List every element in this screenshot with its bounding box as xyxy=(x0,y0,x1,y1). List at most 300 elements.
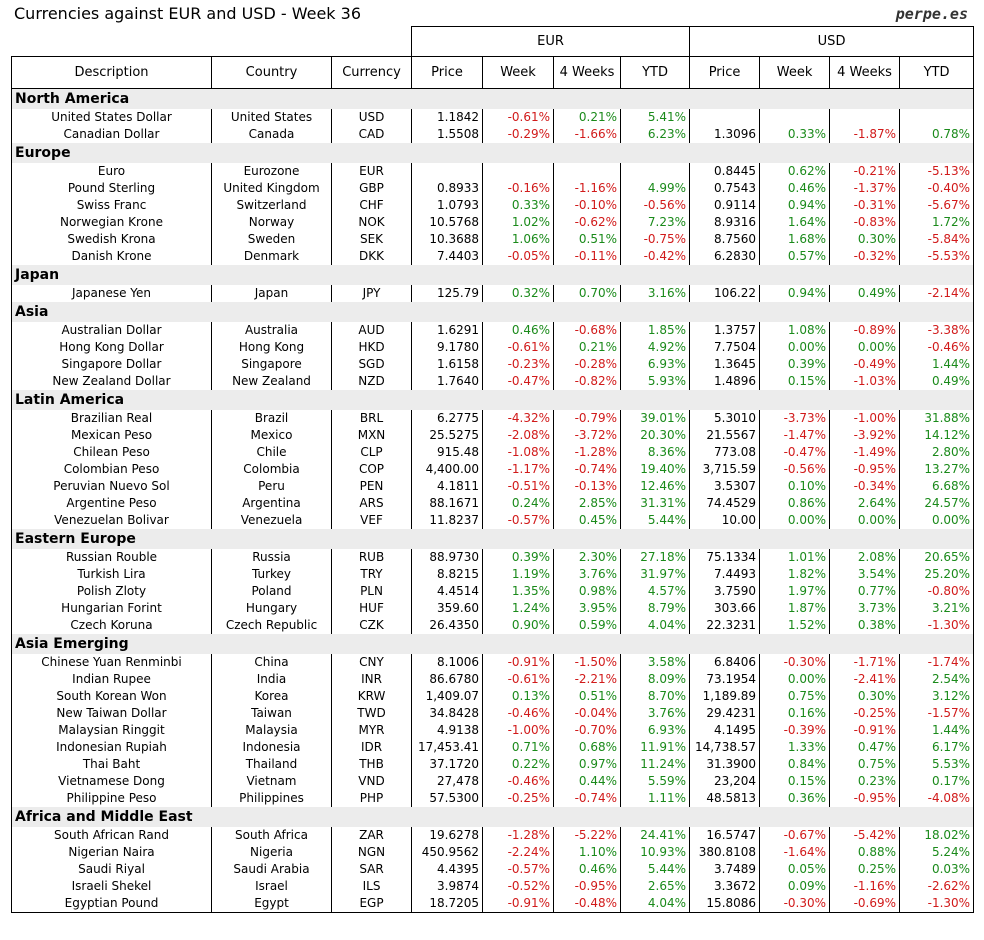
cell-eur-4weeks: -0.11% xyxy=(554,248,621,265)
cell-usd-ytd: -5.84% xyxy=(900,231,974,248)
cell-usd-ytd: 13.27% xyxy=(900,461,974,478)
cell-currency: ARS xyxy=(332,495,412,512)
cell-description: Nigerian Naira xyxy=(12,844,212,861)
cell-eur-4weeks: 0.59% xyxy=(554,617,621,634)
cell-usd-ytd: 0.00% xyxy=(900,512,974,529)
cell-eur-4weeks: -0.62% xyxy=(554,214,621,231)
section-header-filler xyxy=(212,89,974,110)
cell-description: Pound Sterling xyxy=(12,180,212,197)
cell-currency: PHP xyxy=(332,790,412,807)
cell-eur-ytd: 5.44% xyxy=(621,861,690,878)
currency-table xyxy=(11,26,974,913)
col-header-usd-price: Price xyxy=(690,57,760,89)
cell-usd-week: 0.36% xyxy=(760,790,830,807)
cell-eur-ytd: 2.65% xyxy=(621,878,690,895)
cell-usd-week: 0.00% xyxy=(760,671,830,688)
cell-usd-4weeks: -0.49% xyxy=(830,356,900,373)
cell-country: Mexico xyxy=(212,427,332,444)
cell-currency: MXN xyxy=(332,427,412,444)
cell-description: Indian Rupee xyxy=(12,671,212,688)
cell-usd-week: -0.30% xyxy=(760,654,830,671)
cell-eur-week: 0.32% xyxy=(483,285,554,302)
cell-usd-price: 73.1954 xyxy=(690,671,760,688)
cell-usd-week: 0.33% xyxy=(760,126,830,143)
cell-usd-ytd: 0.17% xyxy=(900,773,974,790)
cell-usd-price: 75.1334 xyxy=(690,549,760,566)
cell-eur-week: -0.47% xyxy=(483,373,554,390)
cell-usd-price: 7.7504 xyxy=(690,339,760,356)
cell-usd-ytd: -0.46% xyxy=(900,339,974,356)
cell-eur-ytd: 27.18% xyxy=(621,549,690,566)
cell-currency: CLP xyxy=(332,444,412,461)
cell-usd-4weeks: -1.49% xyxy=(830,444,900,461)
cell-eur-4weeks: -0.74% xyxy=(554,461,621,478)
cell-description: New Taiwan Dollar xyxy=(12,705,212,722)
cell-currency: EGP xyxy=(332,895,412,913)
cell-usd-ytd: 18.02% xyxy=(900,827,974,844)
cell-eur-ytd: 1.85% xyxy=(621,322,690,339)
cell-usd-ytd: -1.74% xyxy=(900,654,974,671)
table-row xyxy=(12,410,974,427)
cell-country: Indonesia xyxy=(212,739,332,756)
table-row xyxy=(12,126,974,143)
cell-usd-ytd: 31.88% xyxy=(900,410,974,427)
table-row xyxy=(12,163,974,180)
cell-eur-4weeks: -0.04% xyxy=(554,705,621,722)
cell-usd-price: 15.8086 xyxy=(690,895,760,913)
cell-eur-price: 88.9730 xyxy=(412,549,483,566)
cell-eur-week: -0.61% xyxy=(483,671,554,688)
table-row xyxy=(12,248,974,265)
section-header-filler xyxy=(212,634,974,654)
cell-eur-4weeks: 0.51% xyxy=(554,231,621,248)
cell-eur-4weeks: -0.74% xyxy=(554,790,621,807)
col-header-description: Description xyxy=(12,57,212,89)
cell-description: Danish Krone xyxy=(12,248,212,265)
cell-description: Chilean Peso xyxy=(12,444,212,461)
cell-usd-week: 1.68% xyxy=(760,231,830,248)
cell-country: Canada xyxy=(212,126,332,143)
cell-eur-price: 7.4403 xyxy=(412,248,483,265)
cell-eur-ytd: -0.56% xyxy=(621,197,690,214)
group-header-usd: USD xyxy=(690,27,974,57)
cell-currency: PEN xyxy=(332,478,412,495)
cell-usd-week: 1.33% xyxy=(760,739,830,756)
cell-usd-price: 29.4231 xyxy=(690,705,760,722)
cell-usd-4weeks: 2.08% xyxy=(830,549,900,566)
cell-usd-ytd: 3.21% xyxy=(900,600,974,617)
cell-usd-week: 0.10% xyxy=(760,478,830,495)
cell-usd-week: 0.57% xyxy=(760,248,830,265)
cell-currency: AUD xyxy=(332,322,412,339)
table-row xyxy=(12,722,974,739)
cell-usd-4weeks: -1.00% xyxy=(830,410,900,427)
cell-usd-4weeks: -1.03% xyxy=(830,373,900,390)
cell-usd-price: 4.1495 xyxy=(690,722,760,739)
cell-eur-4weeks: -1.50% xyxy=(554,654,621,671)
cell-eur-price: 57.5300 xyxy=(412,790,483,807)
table-row xyxy=(12,339,974,356)
cell-usd-ytd: 0.03% xyxy=(900,861,974,878)
cell-eur-4weeks: 0.98% xyxy=(554,583,621,600)
col-header-eur-4weeks: 4 Weeks xyxy=(554,57,621,89)
cell-usd-ytd: 5.24% xyxy=(900,844,974,861)
cell-usd-4weeks: 0.75% xyxy=(830,756,900,773)
cell-eur-4weeks: 0.21% xyxy=(554,339,621,356)
table-row xyxy=(12,756,974,773)
cell-eur-ytd: 8.70% xyxy=(621,688,690,705)
cell-usd-4weeks: 2.64% xyxy=(830,495,900,512)
cell-usd-week: 0.86% xyxy=(760,495,830,512)
cell-usd-ytd: 0.49% xyxy=(900,373,974,390)
cell-eur-ytd: 4.04% xyxy=(621,617,690,634)
table-row xyxy=(12,583,974,600)
cell-usd-4weeks: -0.95% xyxy=(830,461,900,478)
cell-usd-week: 1.64% xyxy=(760,214,830,231)
cell-currency: TWD xyxy=(332,705,412,722)
cell-description: Australian Dollar xyxy=(12,322,212,339)
section-title: Asia xyxy=(12,302,212,322)
cell-eur-price: 11.8237 xyxy=(412,512,483,529)
cell-country: Poland xyxy=(212,583,332,600)
cell-currency: SGD xyxy=(332,356,412,373)
cell-usd-4weeks: 3.73% xyxy=(830,600,900,617)
cell-eur-4weeks: -0.95% xyxy=(554,878,621,895)
cell-usd-ytd: 14.12% xyxy=(900,427,974,444)
cell-usd-4weeks: 3.54% xyxy=(830,566,900,583)
cell-description: Argentine Peso xyxy=(12,495,212,512)
cell-usd-week xyxy=(760,109,830,126)
cell-eur-ytd: 19.40% xyxy=(621,461,690,478)
cell-currency: COP xyxy=(332,461,412,478)
cell-description: Philippine Peso xyxy=(12,790,212,807)
cell-eur-ytd: 6.93% xyxy=(621,356,690,373)
cell-description: Indonesian Rupiah xyxy=(12,739,212,756)
cell-usd-week: 0.46% xyxy=(760,180,830,197)
cell-usd-price: 3,715.59 xyxy=(690,461,760,478)
cell-eur-price: 18.7205 xyxy=(412,895,483,913)
cell-eur-week: -1.17% xyxy=(483,461,554,478)
cell-eur-ytd: 11.24% xyxy=(621,756,690,773)
cell-usd-week: 0.05% xyxy=(760,861,830,878)
cell-description: South African Rand xyxy=(12,827,212,844)
section-header-row xyxy=(12,529,974,549)
cell-eur-4weeks: 0.70% xyxy=(554,285,621,302)
cell-eur-4weeks: 0.97% xyxy=(554,756,621,773)
table-row xyxy=(12,671,974,688)
cell-usd-4weeks: 0.38% xyxy=(830,617,900,634)
cell-eur-4weeks: 2.85% xyxy=(554,495,621,512)
cell-currency: USD xyxy=(332,109,412,126)
table-row xyxy=(12,478,974,495)
table-row xyxy=(12,322,974,339)
cell-eur-ytd: 8.36% xyxy=(621,444,690,461)
brand-logo[interactable]: perpe.es xyxy=(895,5,968,23)
cell-eur-week: 1.02% xyxy=(483,214,554,231)
section-title: Eastern Europe xyxy=(12,529,212,549)
table-row xyxy=(12,827,974,844)
cell-usd-week: 1.01% xyxy=(760,549,830,566)
cell-usd-price: 3.7489 xyxy=(690,861,760,878)
cell-usd-4weeks: -1.37% xyxy=(830,180,900,197)
cell-country: Russia xyxy=(212,549,332,566)
cell-usd-4weeks: 0.00% xyxy=(830,339,900,356)
cell-description: Canadian Dollar xyxy=(12,126,212,143)
col-header-country: Country xyxy=(212,57,332,89)
cell-currency: CZK xyxy=(332,617,412,634)
cell-usd-4weeks: 0.23% xyxy=(830,773,900,790)
cell-currency: CHF xyxy=(332,197,412,214)
col-header-eur-week: Week xyxy=(483,57,554,89)
cell-eur-4weeks: -0.10% xyxy=(554,197,621,214)
cell-eur-ytd: 12.46% xyxy=(621,478,690,495)
cell-eur-4weeks xyxy=(554,163,621,180)
cell-country: Philippines xyxy=(212,790,332,807)
table-row xyxy=(12,109,974,126)
cell-description: Chinese Yuan Renminbi xyxy=(12,654,212,671)
cell-eur-week: -0.46% xyxy=(483,773,554,790)
cell-usd-ytd: -0.40% xyxy=(900,180,974,197)
cell-country: United Kingdom xyxy=(212,180,332,197)
cell-usd-ytd: -2.62% xyxy=(900,878,974,895)
cell-usd-ytd: -3.38% xyxy=(900,322,974,339)
cell-country: Switzerland xyxy=(212,197,332,214)
cell-description: Peruvian Nuevo Sol xyxy=(12,478,212,495)
cell-eur-week: 0.39% xyxy=(483,549,554,566)
cell-usd-price: 773.08 xyxy=(690,444,760,461)
table-row xyxy=(12,844,974,861)
cell-eur-week: 0.33% xyxy=(483,197,554,214)
cell-eur-week: 1.24% xyxy=(483,600,554,617)
cell-eur-price: 34.8428 xyxy=(412,705,483,722)
cell-eur-ytd: 5.44% xyxy=(621,512,690,529)
cell-eur-week: -1.08% xyxy=(483,444,554,461)
cell-usd-week: -0.30% xyxy=(760,895,830,913)
cell-usd-price: 0.8445 xyxy=(690,163,760,180)
cell-eur-4weeks: -0.48% xyxy=(554,895,621,913)
cell-eur-ytd: -0.75% xyxy=(621,231,690,248)
cell-eur-4weeks: 1.10% xyxy=(554,844,621,861)
cell-eur-price: 1.0793 xyxy=(412,197,483,214)
cell-eur-price: 9.1780 xyxy=(412,339,483,356)
section-header-filler xyxy=(212,265,974,285)
cell-eur-price: 4.4514 xyxy=(412,583,483,600)
cell-eur-price: 1,409.07 xyxy=(412,688,483,705)
cell-eur-ytd: 4.92% xyxy=(621,339,690,356)
cell-usd-4weeks: -0.91% xyxy=(830,722,900,739)
section-header-row xyxy=(12,143,974,163)
table-row xyxy=(12,285,974,302)
cell-usd-week: 0.00% xyxy=(760,339,830,356)
cell-currency: DKK xyxy=(332,248,412,265)
cell-usd-ytd: -5.53% xyxy=(900,248,974,265)
cell-country: Peru xyxy=(212,478,332,495)
table-row xyxy=(12,566,974,583)
cell-eur-ytd xyxy=(621,163,690,180)
cell-eur-ytd: 31.97% xyxy=(621,566,690,583)
cell-description: Mexican Peso xyxy=(12,427,212,444)
cell-description: Brazilian Real xyxy=(12,410,212,427)
cell-eur-week: 0.46% xyxy=(483,322,554,339)
cell-country: Japan xyxy=(212,285,332,302)
cell-eur-price: 4.4395 xyxy=(412,861,483,878)
cell-description: Polish Zloty xyxy=(12,583,212,600)
cell-country: South Africa xyxy=(212,827,332,844)
cell-eur-price: 4.1811 xyxy=(412,478,483,495)
table-row xyxy=(12,895,974,913)
cell-currency: CNY xyxy=(332,654,412,671)
section-header-filler xyxy=(212,143,974,163)
cell-usd-ytd: -5.67% xyxy=(900,197,974,214)
cell-eur-week: -0.91% xyxy=(483,654,554,671)
cell-eur-week: 0.13% xyxy=(483,688,554,705)
cell-eur-price: 125.79 xyxy=(412,285,483,302)
cell-description: Russian Rouble xyxy=(12,549,212,566)
cell-eur-4weeks: 0.51% xyxy=(554,688,621,705)
cell-eur-ytd: 3.76% xyxy=(621,705,690,722)
cell-eur-price: 1.6291 xyxy=(412,322,483,339)
table-row xyxy=(12,861,974,878)
cell-usd-ytd: -4.08% xyxy=(900,790,974,807)
cell-usd-price: 16.5747 xyxy=(690,827,760,844)
cell-usd-ytd: 1.72% xyxy=(900,214,974,231)
cell-usd-price: 7.4493 xyxy=(690,566,760,583)
cell-country: Venezuela xyxy=(212,512,332,529)
cell-usd-price: 3.5307 xyxy=(690,478,760,495)
section-header-row xyxy=(12,265,974,285)
cell-description: Turkish Lira xyxy=(12,566,212,583)
cell-usd-week: -0.67% xyxy=(760,827,830,844)
cell-currency: GBP xyxy=(332,180,412,197)
cell-country: Chile xyxy=(212,444,332,461)
cell-eur-week: -0.16% xyxy=(483,180,554,197)
cell-usd-4weeks: -1.71% xyxy=(830,654,900,671)
cell-eur-4weeks: -2.21% xyxy=(554,671,621,688)
cell-usd-ytd: 3.12% xyxy=(900,688,974,705)
cell-eur-week: -0.61% xyxy=(483,109,554,126)
col-header-eur-price: Price xyxy=(412,57,483,89)
cell-currency: HUF xyxy=(332,600,412,617)
cell-eur-week: -0.05% xyxy=(483,248,554,265)
cell-country: China xyxy=(212,654,332,671)
cell-eur-week: -2.24% xyxy=(483,844,554,861)
cell-description: South Korean Won xyxy=(12,688,212,705)
cell-eur-week: -0.51% xyxy=(483,478,554,495)
cell-country: Australia xyxy=(212,322,332,339)
cell-currency: HKD xyxy=(332,339,412,356)
group-header-spacer xyxy=(12,27,412,57)
cell-usd-4weeks: 0.00% xyxy=(830,512,900,529)
table-row xyxy=(12,654,974,671)
column-header-row xyxy=(12,57,974,89)
cell-eur-week: -4.32% xyxy=(483,410,554,427)
cell-usd-price: 303.66 xyxy=(690,600,760,617)
cell-usd-price: 0.9114 xyxy=(690,197,760,214)
cell-country: Colombia xyxy=(212,461,332,478)
table-row xyxy=(12,356,974,373)
cell-eur-4weeks: -5.22% xyxy=(554,827,621,844)
cell-usd-4weeks: -1.16% xyxy=(830,878,900,895)
cell-description: Norwegian Krone xyxy=(12,214,212,231)
table-row xyxy=(12,461,974,478)
cell-usd-price: 31.3900 xyxy=(690,756,760,773)
cell-eur-week: 0.22% xyxy=(483,756,554,773)
cell-country: Argentina xyxy=(212,495,332,512)
cell-usd-price: 380.8108 xyxy=(690,844,760,861)
cell-eur-ytd: 8.79% xyxy=(621,600,690,617)
cell-eur-week: 0.71% xyxy=(483,739,554,756)
cell-eur-ytd: 5.59% xyxy=(621,773,690,790)
cell-eur-price: 1.1842 xyxy=(412,109,483,126)
cell-usd-4weeks: -0.69% xyxy=(830,895,900,913)
cell-usd-week: -0.56% xyxy=(760,461,830,478)
cell-country: Brazil xyxy=(212,410,332,427)
cell-eur-week: -0.91% xyxy=(483,895,554,913)
cell-usd-4weeks: -5.42% xyxy=(830,827,900,844)
cell-eur-ytd: 1.11% xyxy=(621,790,690,807)
cell-country: Taiwan xyxy=(212,705,332,722)
cell-eur-4weeks: 0.45% xyxy=(554,512,621,529)
cell-usd-ytd: 6.68% xyxy=(900,478,974,495)
cell-description: Swedish Krona xyxy=(12,231,212,248)
cell-usd-4weeks: -2.41% xyxy=(830,671,900,688)
cell-eur-price: 4.9138 xyxy=(412,722,483,739)
cell-currency: BRL xyxy=(332,410,412,427)
cell-description: Hong Kong Dollar xyxy=(12,339,212,356)
cell-usd-price: 6.2830 xyxy=(690,248,760,265)
table-row xyxy=(12,549,974,566)
cell-eur-price: 25.5275 xyxy=(412,427,483,444)
cell-usd-4weeks: -0.89% xyxy=(830,322,900,339)
cell-country: Egypt xyxy=(212,895,332,913)
cell-currency: VEF xyxy=(332,512,412,529)
group-header-row xyxy=(12,27,974,57)
cell-usd-price: 5.3010 xyxy=(690,410,760,427)
cell-description: Israeli Shekel xyxy=(12,878,212,895)
table-row xyxy=(12,790,974,807)
table-row xyxy=(12,617,974,634)
cell-eur-price: 915.48 xyxy=(412,444,483,461)
cell-usd-price: 1,189.89 xyxy=(690,688,760,705)
cell-eur-price: 26.4350 xyxy=(412,617,483,634)
table-row xyxy=(12,705,974,722)
cell-country: Denmark xyxy=(212,248,332,265)
cell-usd-price: 8.9316 xyxy=(690,214,760,231)
cell-eur-week: 1.19% xyxy=(483,566,554,583)
cell-description: Czech Koruna xyxy=(12,617,212,634)
cell-eur-4weeks: 3.95% xyxy=(554,600,621,617)
table-row xyxy=(12,214,974,231)
cell-eur-4weeks: 0.21% xyxy=(554,109,621,126)
cell-eur-price: 359.60 xyxy=(412,600,483,617)
cell-usd-week: 1.82% xyxy=(760,566,830,583)
cell-usd-4weeks: 0.49% xyxy=(830,285,900,302)
cell-country: Norway xyxy=(212,214,332,231)
cell-eur-price: 8.1006 xyxy=(412,654,483,671)
cell-description: Colombian Peso xyxy=(12,461,212,478)
cell-usd-price: 3.3672 xyxy=(690,878,760,895)
cell-eur-price: 10.5768 xyxy=(412,214,483,231)
cell-currency: NGN xyxy=(332,844,412,861)
cell-usd-ytd: 6.17% xyxy=(900,739,974,756)
cell-usd-price: 10.00 xyxy=(690,512,760,529)
cell-usd-ytd: 1.44% xyxy=(900,356,974,373)
cell-usd-week: 0.15% xyxy=(760,773,830,790)
section-header-row xyxy=(12,89,974,110)
cell-description: Thai Baht xyxy=(12,756,212,773)
section-header-row xyxy=(12,390,974,410)
cell-usd-4weeks: 0.30% xyxy=(830,688,900,705)
